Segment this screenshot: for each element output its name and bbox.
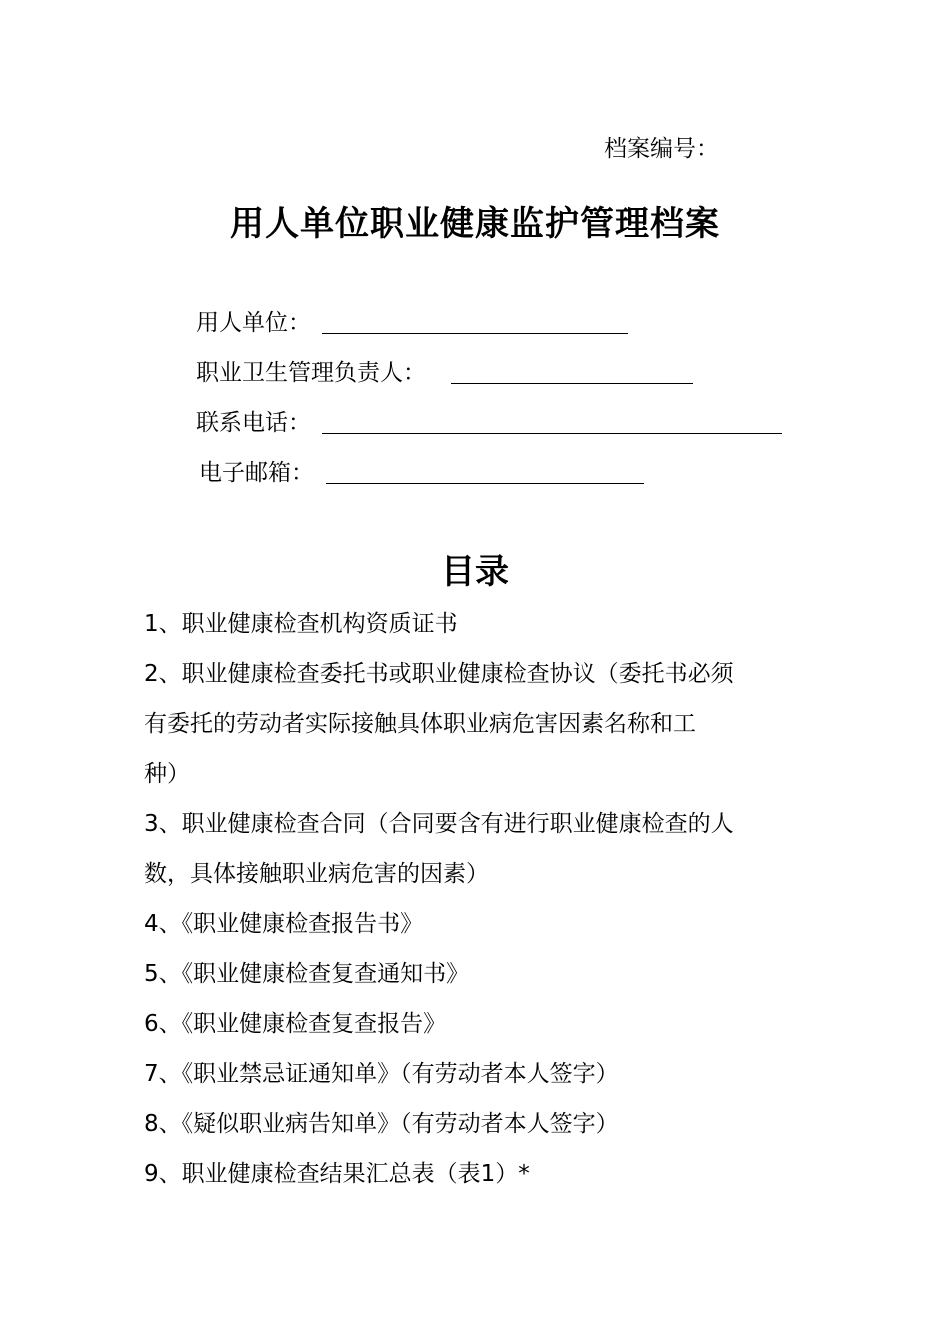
archive-number-label: 档案编号： xyxy=(604,136,719,162)
table-of-contents xyxy=(144,599,814,1199)
toc-item-2: 2、职业健康检查委托书或职业健康检查协议（委托书必须 xyxy=(144,661,734,687)
field-label-phone: 联系电话： xyxy=(196,410,311,436)
toc-item-7: 7、《职业禁忌证通知单》（有劳动者本人签字） xyxy=(144,1061,619,1087)
toc-item-4: 4、《职业健康检查报告书》 xyxy=(144,911,424,937)
toc-item-3-cont: 数，具体接触职业病危害的因素） xyxy=(144,861,489,887)
toc-item-8: 8、《疑似职业病告知单》（有劳动者本人签字） xyxy=(144,1111,619,1137)
document-title: 用人单位职业健康监护管理档案 xyxy=(230,204,720,244)
field-label-health-manager: 职业卫生管理负责人： xyxy=(196,360,426,386)
toc-item-5: 5、《职业健康检查复查通知书》 xyxy=(144,961,470,987)
field-label-email: 电子邮箱： xyxy=(199,460,314,486)
field-blank-health-manager[interactable] xyxy=(451,383,693,384)
field-blank-phone[interactable] xyxy=(322,433,782,434)
field-blank-employer[interactable] xyxy=(322,333,628,334)
toc-item-3: 3、职业健康检查合同（合同要含有进行职业健康检查的人 xyxy=(144,811,734,837)
toc-item-6: 6、《职业健康检查复查报告》 xyxy=(144,1011,447,1037)
toc-item-2-cont: 有委托的劳动者实际接触具体职业病危害因素名称和工 xyxy=(144,711,696,737)
field-label-employer: 用人单位： xyxy=(196,310,311,336)
toc-item-2-cont: 种） xyxy=(144,761,190,787)
field-blank-email[interactable] xyxy=(326,483,644,484)
toc-item-9: 9、职业健康检查结果汇总表（表1）* xyxy=(144,1161,530,1187)
toc-heading: 目录 xyxy=(441,552,509,592)
toc-item-1: 1、职业健康检查机构资质证书 xyxy=(144,611,458,637)
